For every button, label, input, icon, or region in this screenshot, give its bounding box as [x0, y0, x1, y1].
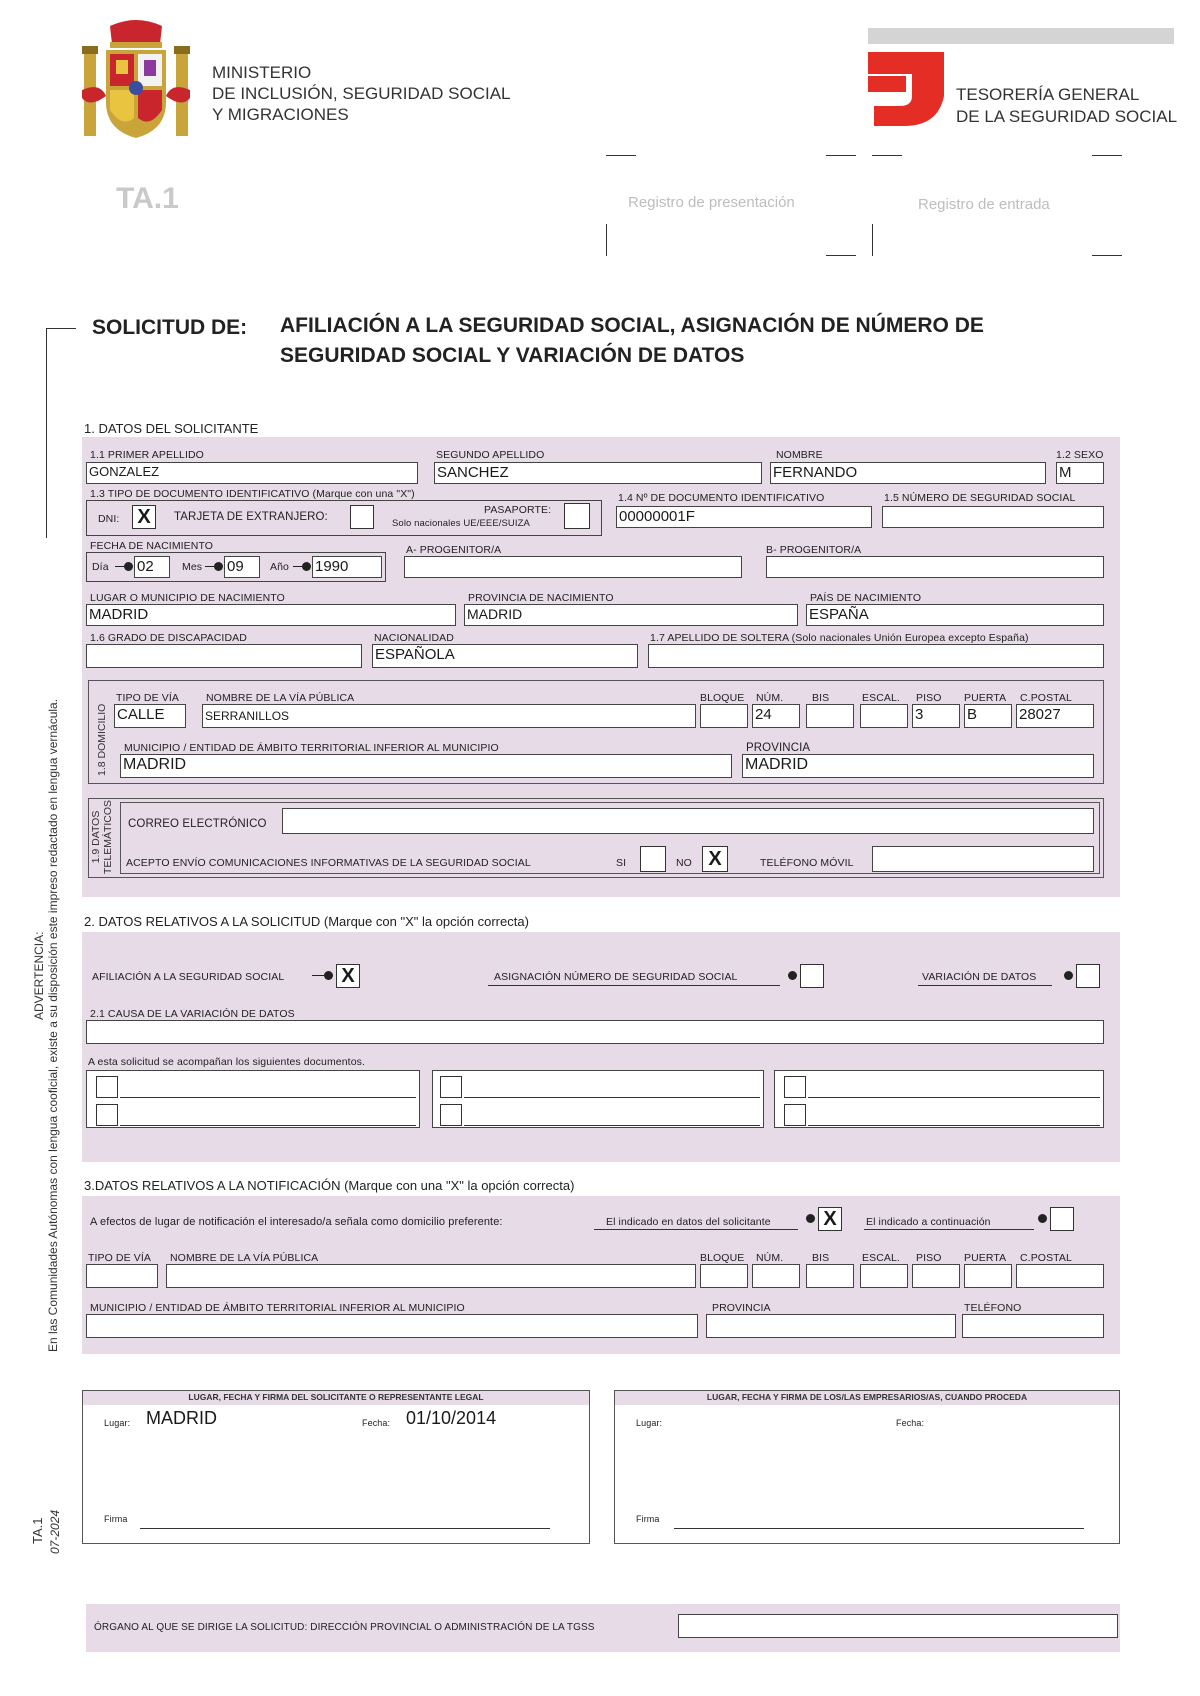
- dni-label: DNI:: [98, 513, 120, 525]
- reg-corner: [1092, 155, 1122, 156]
- nombre-label: NOMBRE: [776, 449, 823, 461]
- indicado-datos-checkbox[interactable]: X: [818, 1207, 842, 1231]
- n-piso-label: PISO: [916, 1252, 942, 1264]
- dni-checkbox[interactable]: X: [132, 505, 156, 529]
- bloque-label: BLOQUE: [700, 692, 745, 704]
- crest-icon: [80, 18, 192, 140]
- variacion-checkbox[interactable]: [1076, 964, 1100, 988]
- pasaporte-checkbox[interactable]: [564, 503, 590, 529]
- advertencia-text: En las Comunidades Autónomas con lengua cooficial, existe a su disposición este impreso redactado en lengua vernácula.: [46, 698, 60, 1352]
- fecha-nac-label: FECHA DE NACIMIENTO: [90, 540, 214, 552]
- registro-entrada-label: Registro de entrada: [918, 196, 1050, 213]
- n-telefono-label: TELÉFONO: [964, 1302, 1022, 1314]
- anio-label: Año: [270, 561, 289, 573]
- mes-field[interactable]: 09: [224, 556, 260, 578]
- telematicos-side-text: 1.9 DATOS TELEMÁTICOS: [90, 799, 114, 875]
- indicado-datos-underline: [594, 1229, 798, 1230]
- doc-checkbox-3b[interactable]: [784, 1104, 806, 1126]
- firma-left-firma-label: Firma: [104, 1514, 128, 1524]
- nss-label: 1.5 NÚMERO DE SEGURIDAD SOCIAL: [884, 492, 1076, 504]
- reg-corner: [826, 155, 856, 156]
- nacionalidad-field[interactable]: ESPAÑOLA: [372, 644, 638, 668]
- variacion-label: VARIACIÓN DE DATOS: [922, 971, 1037, 983]
- lugar-nac-field[interactable]: MADRID: [86, 604, 456, 626]
- firma-left-lugar-value[interactable]: MADRID: [146, 1408, 217, 1428]
- reg-corner: [1092, 255, 1122, 256]
- reg-corner: [872, 224, 873, 256]
- tgss-line-1: TESORERÍA GENERAL: [956, 85, 1140, 104]
- bis-field[interactable]: [806, 704, 854, 728]
- n-bis-label: BIS: [812, 1252, 830, 1264]
- nombre-field[interactable]: FERNANDO: [770, 462, 1046, 484]
- tgss-top-bar: [868, 28, 1174, 44]
- piso-field[interactable]: 3: [912, 704, 960, 728]
- side-version: 07-2024: [48, 1509, 62, 1554]
- num-doc-label: 1.4 Nº DE DOCUMENTO IDENTIFICATIVO: [618, 492, 825, 504]
- anio-dot: [302, 562, 311, 571]
- ministry-line-2: DE INCLUSIÓN, SEGURIDAD SOCIAL: [212, 84, 511, 103]
- doc-checkbox-3a[interactable]: [784, 1076, 806, 1098]
- firma-right-lugar-label: Lugar:: [636, 1418, 663, 1428]
- firma-left-line[interactable]: [140, 1528, 550, 1529]
- tipo-via-field[interactable]: CALLE: [114, 704, 186, 728]
- doc-checkbox-1a[interactable]: [96, 1076, 118, 1098]
- side-form-code: TA.1: [30, 1517, 45, 1544]
- n-municipio-field[interactable]: [86, 1314, 698, 1338]
- n-bloque-field[interactable]: [700, 1264, 748, 1288]
- n-provincia-field[interactable]: [706, 1314, 956, 1338]
- doc-line-3b: [808, 1125, 1100, 1126]
- si-label: SI: [616, 857, 627, 869]
- pais-nac-label: PAÍS DE NACIMIENTO: [810, 592, 922, 604]
- num-doc-field[interactable]: 00000001F: [616, 506, 872, 528]
- n-nombre-via-label: NOMBRE DE LA VÍA PÚBLICA: [170, 1252, 319, 1264]
- cpostal-label: C.POSTAL: [1020, 692, 1072, 704]
- dia-field[interactable]: 02: [134, 556, 170, 578]
- tipo-via-label: TIPO DE VÍA: [116, 692, 179, 704]
- mes-label: Mes: [182, 561, 203, 573]
- firma-left-title: LUGAR, FECHA Y FIRMA DEL SOLICITANTE O REPRESENTANTE LEGAL: [188, 1392, 484, 1402]
- indicado-cont-dot: [1038, 1214, 1047, 1223]
- afiliacion-connector: [312, 975, 324, 976]
- pasaporte-label: PASAPORTE:: [484, 504, 552, 516]
- apellido-soltera-field[interactable]: [648, 644, 1104, 668]
- organo-field[interactable]: [678, 1614, 1118, 1638]
- progenitor-a-label: A- PROGENITOR/A: [406, 544, 502, 556]
- ministry-line-3: Y MIGRACIONES: [212, 105, 349, 124]
- n-municipio-label: MUNICIPIO / ENTIDAD DE ÁMBITO TERRITORIAL INFERIOR AL MUNICIPIO: [90, 1302, 465, 1314]
- apellido-soltera-label: 1.7 APELLIDO DE SOLTERA (Solo nacionales Unión Europea excepto España): [650, 632, 1029, 644]
- no-label: NO: [676, 857, 692, 869]
- docs-box-3: [774, 1070, 1104, 1128]
- causa-label: 2.1 CAUSA DE LA VARIACIÓN DE DATOS: [90, 1008, 295, 1020]
- docs-box-1: [86, 1070, 420, 1128]
- correo-label: CORREO ELECTRÓNICO: [128, 818, 267, 830]
- n-puerta-label: PUERTA: [964, 1252, 1007, 1264]
- n-piso-field[interactable]: [912, 1264, 960, 1288]
- tipo-doc-label: 1.3 TIPO DE DOCUMENTO IDENTIFICATIVO (Marque con una "X"): [90, 488, 415, 500]
- n-nombre-via-field[interactable]: [166, 1264, 696, 1288]
- provincia-nac-label: PROVINCIA DE NACIMIENTO: [468, 592, 614, 604]
- n-provincia-label: PROVINCIA: [712, 1302, 771, 1314]
- firma-right-title: LUGAR, FECHA Y FIRMA DE LOS/LAS EMPRESARIOS/AS, CUANDO PROCEDA: [706, 1392, 1028, 1402]
- nacionalidad-label: NACIONALIDAD: [374, 632, 454, 644]
- section-2-heading: 2. DATOS RELATIVOS A LA SOLICITUD (Marque con "X" la opción correcta): [84, 914, 529, 929]
- provincia-label: PROVINCIA: [746, 742, 811, 754]
- firma-left-lugar-label: Lugar:: [104, 1418, 131, 1428]
- municipio-label: MUNICIPIO / ENTIDAD DE ÁMBITO TERRITORIAL INFERIOR AL MUNICIPIO: [124, 742, 499, 754]
- n-tipo-via-field[interactable]: [86, 1264, 158, 1288]
- firma-right-firma-label: Firma: [636, 1514, 660, 1524]
- movil-field[interactable]: [872, 846, 1094, 872]
- reg-corner: [872, 155, 902, 156]
- firma-right-line[interactable]: [674, 1528, 1084, 1529]
- progenitor-a-field[interactable]: [404, 556, 742, 578]
- nss-field[interactable]: [882, 506, 1104, 528]
- segundo-apellido-label: SEGUNDO APELLIDO: [436, 449, 545, 461]
- n-cpostal-label: C.POSTAL: [1020, 1252, 1072, 1264]
- n-telefono-field[interactable]: [962, 1314, 1104, 1338]
- tgss-logo: [868, 52, 944, 126]
- lugar-nac-label: LUGAR O MUNICIPIO DE NACIMIENTO: [90, 592, 285, 604]
- tgss-name: [956, 84, 1177, 128]
- doc-line-2a: [464, 1097, 760, 1098]
- n-escal-label: ESCAL.: [862, 1252, 900, 1264]
- bracket-line: [46, 328, 76, 329]
- municipio-field[interactable]: MADRID: [120, 754, 732, 778]
- mes-dot: [214, 562, 223, 571]
- n-bis-field[interactable]: [806, 1264, 854, 1288]
- tgss-logo-icon: [868, 52, 944, 126]
- discapacidad-label: 1.6 GRADO DE DISCAPACIDAD: [90, 632, 247, 644]
- form-code: TA.1: [116, 182, 179, 215]
- sexo-field[interactable]: M: [1056, 462, 1104, 484]
- anio-field[interactable]: 1990: [312, 556, 382, 578]
- title-prefix: SOLICITUD DE:: [92, 316, 248, 339]
- indicado-cont-checkbox[interactable]: [1050, 1207, 1074, 1231]
- bloque-field[interactable]: [700, 704, 748, 728]
- doc-line-1b: [120, 1125, 416, 1126]
- firma-box-right: [614, 1390, 1120, 1544]
- nombre-via-label: NOMBRE DE LA VÍA PÚBLICA: [206, 692, 355, 704]
- ministry-line-1: MINISTERIO: [212, 63, 312, 82]
- afiliacion-dot: [324, 971, 333, 980]
- escal-label: ESCAL.: [862, 692, 900, 704]
- registro-presentacion-label: Registro de presentación: [628, 194, 795, 211]
- indicado-datos-dot: [806, 1214, 815, 1223]
- variacion-dot: [1064, 971, 1073, 980]
- reg-corner: [606, 155, 636, 156]
- doc-line-3a: [808, 1097, 1100, 1098]
- firma-left-fecha-label: Fecha:: [362, 1418, 391, 1428]
- puerta-field[interactable]: B: [964, 704, 1012, 728]
- provincia-nac-field[interactable]: MADRID: [464, 604, 798, 626]
- pasaporte-note: Solo nacionales UE/EEE/SUIZA: [392, 518, 530, 529]
- dia-label: Día: [92, 561, 109, 573]
- advertencia-label: ADVERTENCIA:: [32, 931, 46, 1020]
- n-tipo-via-label: TIPO DE VÍA: [88, 1252, 151, 1264]
- organo-label: ÓRGANO AL QUE SE DIRIGE LA SOLICITUD: DIRECCIÓN PROVINCIAL O ADMINISTRACIÓN DE LA TGSS: [94, 1622, 595, 1633]
- afiliacion-checkbox[interactable]: X: [336, 964, 360, 988]
- segundo-apellido-field[interactable]: SANCHEZ: [434, 462, 762, 484]
- num-field[interactable]: 24: [752, 704, 800, 728]
- primer-apellido-label: 1.1 PRIMER APELLIDO: [90, 449, 204, 461]
- nombre-via-field[interactable]: SERRANILLOS: [202, 704, 696, 728]
- escal-field[interactable]: [860, 704, 908, 728]
- asignacion-dot: [788, 971, 797, 980]
- efectos-label: A efectos de lugar de notificación el interesado/a señala como domicilio preferente:: [90, 1216, 503, 1228]
- progenitor-b-label: B- PROGENITOR/A: [766, 544, 862, 556]
- indicado-cont-underline: [864, 1229, 1034, 1230]
- domicilio-side-label: 1.8 DOMICILIO: [96, 703, 108, 776]
- doc-checkbox-2b[interactable]: [440, 1104, 462, 1126]
- n-bloque-label: BLOQUE: [700, 1252, 745, 1264]
- reg-corner: [606, 224, 607, 256]
- movil-label: TELÉFONO MÓVIL: [760, 857, 854, 869]
- asignacion-checkbox[interactable]: [800, 964, 824, 988]
- asignacion-underline: [488, 985, 780, 986]
- piso-label: PISO: [916, 692, 942, 704]
- ministry-crest: [80, 18, 192, 140]
- bis-label: BIS: [812, 692, 830, 704]
- firma-left-fecha-value[interactable]: 01/10/2014: [406, 1408, 497, 1428]
- num-label: NÚM.: [756, 692, 784, 704]
- docs-box-2: [432, 1070, 764, 1128]
- indicado-datos-label: El indicado en datos del solicitante: [606, 1216, 771, 1228]
- bracket-line: [46, 328, 47, 538]
- firma-right-fecha-label: Fecha:: [896, 1418, 925, 1428]
- tarjeta-label: TARJETA DE EXTRANJERO:: [174, 511, 328, 523]
- puerta-label: PUERTA: [964, 692, 1007, 704]
- sexo-label: 1.2 SEXO: [1056, 449, 1104, 461]
- n-num-field[interactable]: [752, 1264, 800, 1288]
- n-cpostal-field[interactable]: [1016, 1264, 1104, 1288]
- acepto-label: ACEPTO ENVÍO COMUNICACIONES INFORMATIVAS DE LA SEGURIDAD SOCIAL: [126, 857, 531, 869]
- docs-label: A esta solicitud se acompañan los siguientes documentos.: [88, 1056, 366, 1068]
- primer-apellido-field[interactable]: GONZALEZ: [86, 462, 418, 484]
- provincia-field[interactable]: MADRID: [742, 754, 1094, 778]
- afiliacion-label: AFILIACIÓN A LA SEGURIDAD SOCIAL: [92, 971, 285, 983]
- ministry-name: [212, 62, 511, 125]
- variacion-underline: [918, 985, 1052, 986]
- causa-field[interactable]: [86, 1020, 1104, 1044]
- tgss-line-2: DE LA SEGURIDAD SOCIAL: [956, 107, 1178, 126]
- doc-line-2b: [464, 1125, 760, 1126]
- reg-corner: [826, 255, 856, 256]
- telematicos-side-label: [90, 796, 114, 878]
- dia-dot: [124, 562, 133, 571]
- cpostal-field[interactable]: 28027: [1016, 704, 1094, 728]
- indicado-cont-label: El indicado a continuación: [866, 1216, 991, 1228]
- title-line-1: AFILIACIÓN A LA SEGURIDAD SOCIAL, ASIGNACIÓN DE NÚMERO DE: [280, 314, 984, 337]
- doc-line-1a: [120, 1097, 416, 1098]
- tarjeta-checkbox[interactable]: [350, 505, 374, 529]
- n-num-label: NÚM.: [756, 1252, 784, 1264]
- doc-checkbox-2a[interactable]: [440, 1076, 462, 1098]
- pais-nac-field[interactable]: ESPAÑA: [806, 604, 1104, 626]
- correo-field[interactable]: [282, 808, 1094, 834]
- si-checkbox[interactable]: [640, 846, 666, 872]
- doc-checkbox-1b[interactable]: [96, 1104, 118, 1126]
- no-checkbox[interactable]: X: [702, 846, 728, 872]
- asignacion-label: ASIGNACIÓN NÚMERO DE SEGURIDAD SOCIAL: [494, 971, 738, 983]
- title-line-2: SEGURIDAD SOCIAL Y VARIACIÓN DE DATOS: [280, 344, 745, 367]
- section-1-heading: 1. DATOS DEL SOLICITANTE: [84, 421, 259, 436]
- section-3-heading: 3.DATOS RELATIVOS A LA NOTIFICACIÓN (Marque con una "X" la opción correcta): [84, 1178, 575, 1193]
- progenitor-b-field[interactable]: [766, 556, 1104, 578]
- n-puerta-field[interactable]: [964, 1264, 1012, 1288]
- discapacidad-field[interactable]: [86, 644, 362, 668]
- n-escal-field[interactable]: [860, 1264, 908, 1288]
